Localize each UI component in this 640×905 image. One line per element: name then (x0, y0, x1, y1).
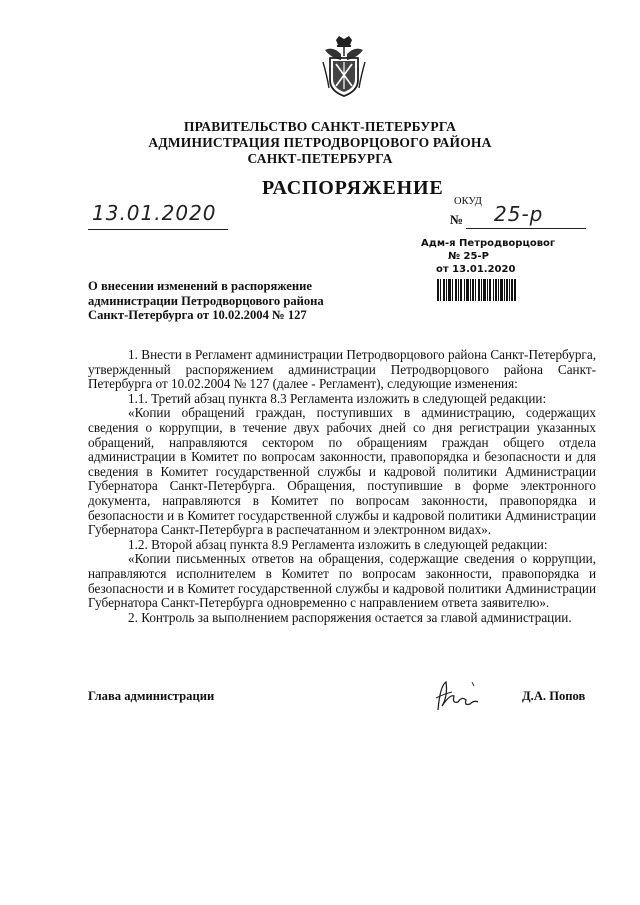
date-underline (88, 229, 228, 230)
document-type-title: РАСПОРЯЖЕНИЕ (262, 177, 444, 199)
header-line-government: ПРАВИТЕЛЬСТВО САНКТ-ПЕТЕРБУРГА (183, 119, 457, 134)
coat-of-arms-icon (321, 36, 367, 98)
body-paragraph: 2. Контроль за выполнением распоряжения остается за главой администрации. (128, 609, 572, 625)
document-date: 13.01.2020 (92, 201, 217, 225)
stamp-number: № 25-Р (448, 251, 489, 262)
number-underline (466, 228, 586, 229)
subject-line: администрации Петродворцового района (88, 293, 324, 308)
body-paragraph: 1.2. Второй абзац пункта 8.9 Регламента изложить в следующей редакции: (128, 536, 548, 552)
okud-label: ОКУД (454, 196, 482, 207)
signatory-name: Д.А. Попов (522, 689, 586, 703)
handwritten-signature (428, 676, 488, 712)
header-line-city: САНКТ-ПЕТЕРБУРГА (247, 151, 393, 166)
stamp-date: от 13.01.2020 (436, 264, 516, 275)
signatory-position: Глава администрации (88, 689, 215, 703)
body-paragraph: «Копии письменных ответов на обращения, содержащие сведения о коррупции, направляются исполнителем в Комитет по вопросам законности, правопорядка и безопасности и в Комитет государственной службы и кадровой политики Администрации Губернатора Санкт-Петербурга одновременно с направлением ответа заявителю». (88, 551, 596, 611)
document-subject (88, 279, 358, 323)
subject-line: О внесении изменений в распоряжение (88, 279, 312, 293)
subject-line: Санкт-Петербурга от 10.02.2004 № 127 (88, 308, 307, 322)
stamp-office: Адм-я Петродворцовог (421, 238, 556, 249)
barcode-icon (437, 279, 517, 301)
document-number: 25-р (494, 202, 544, 226)
number-label: № (450, 212, 464, 227)
body-paragraph: «Копии обращений граждан, поступивших в администрацию, содержащих сведения о коррупции, в течение двух рабочих дней со дня регистрации указанных обращений, направляются сектором по обращениям граждан общего отдела администрации в Комитет по вопросам законности, правопорядка и безопасности и для сведения в Комитет государственной службы и кадровой политики Администрации Губернатора Санкт-Петербурга. Обращения, поступившие в форме электронного документа, направляются в Комитет по вопросам законности, правопорядка и безопасности и в Комитет государственной службы и кадровой политики Администрации Губернатора Санкт-Петербурга в распечатанном и электронном видах». (88, 405, 596, 538)
body-paragraph: 1.1. Третий абзац пункта 8.3 Регламента изложить в следующей редакции: (128, 390, 547, 406)
header-line-administration: АДМИНИСТРАЦИЯ ПЕТРОДВОРЦОВОГО РАЙОНА (148, 135, 492, 150)
document-body (88, 348, 596, 625)
body-paragraph: 1. Внести в Регламент администрации Петродворцового района Санкт-Петербурга, утвержденный распоряжением администрации Петродворцового района Санкт-Петербурга от 10.02.2004 № 127 (далее - Регламент), следующие изменения: (88, 347, 596, 392)
